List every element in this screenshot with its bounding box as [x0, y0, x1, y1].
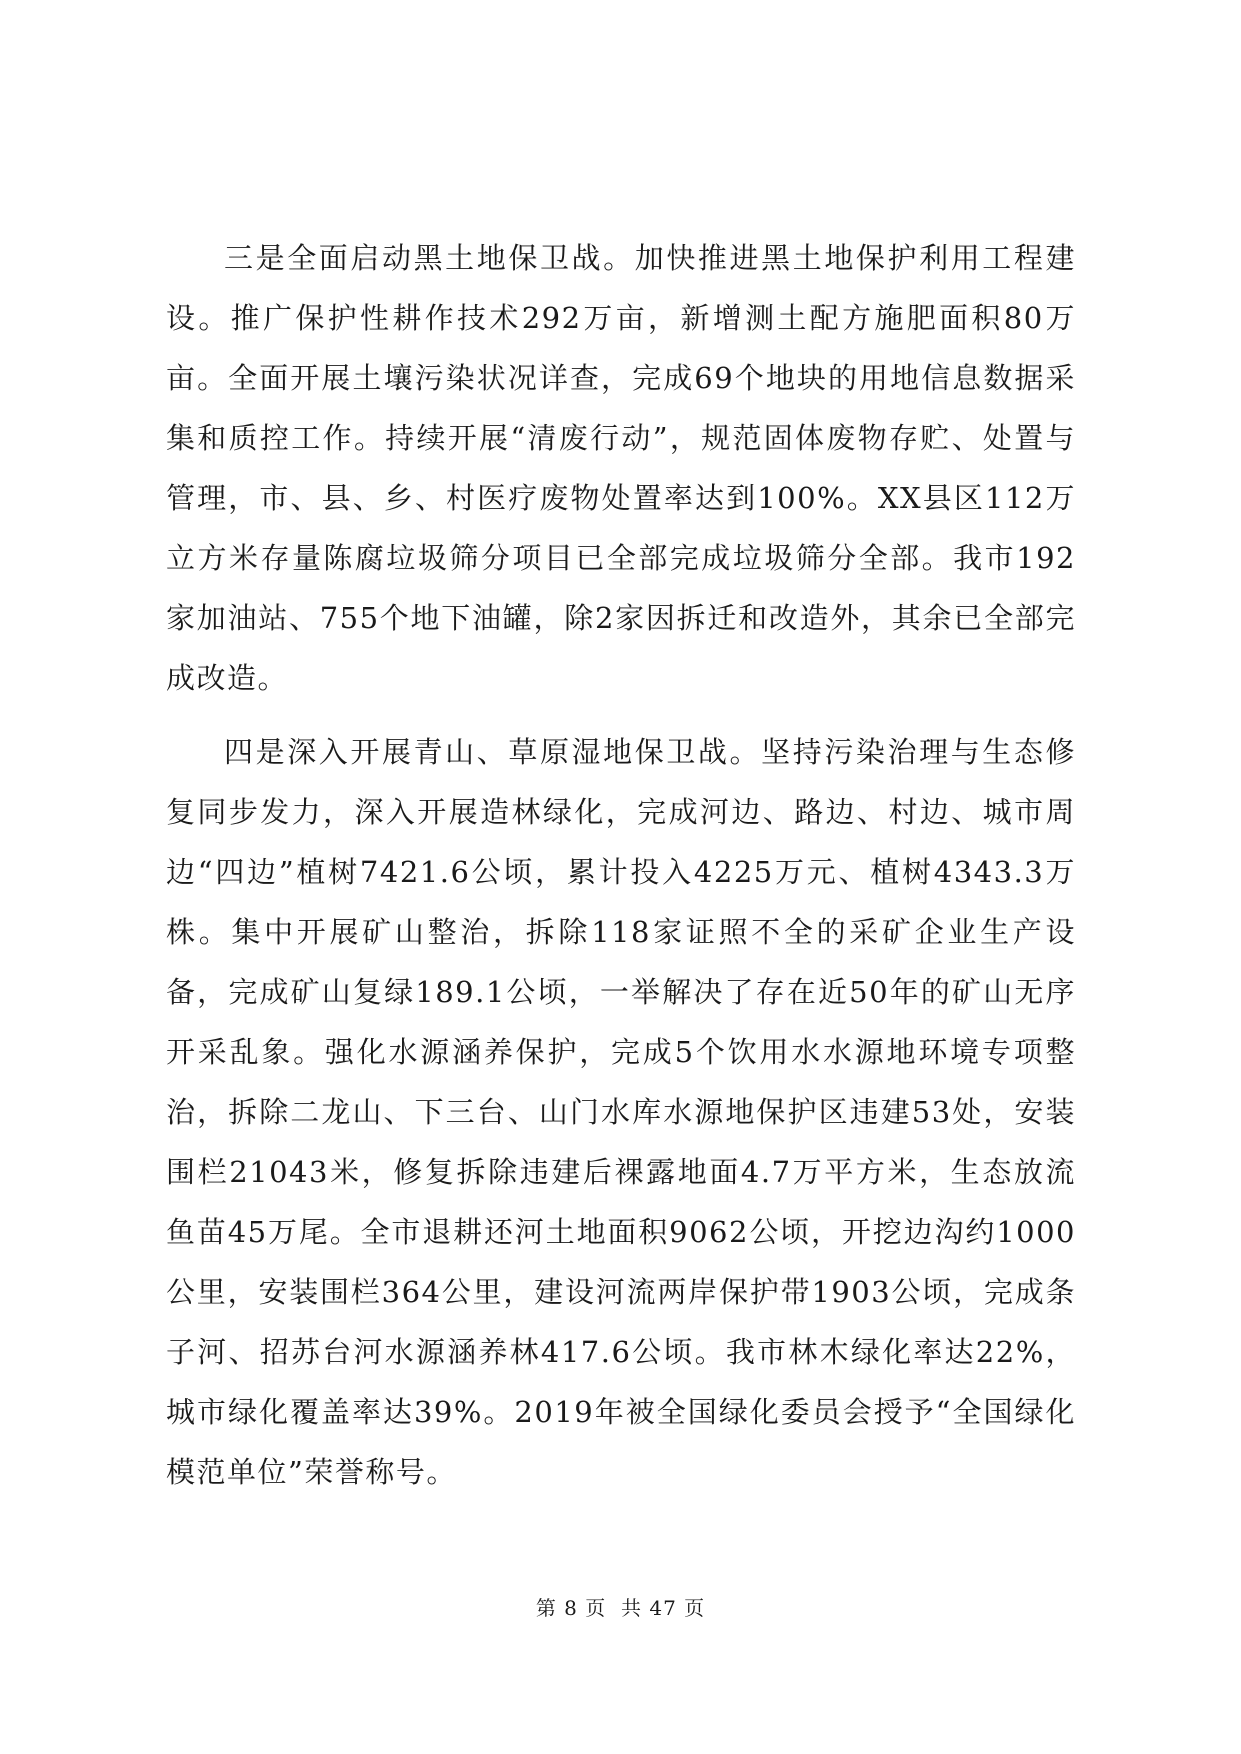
page-footer	[0, 1592, 1241, 1621]
paragraph-green-mountains: 四是深入开展青山、草原湿地保卫战。坚持污染治理与生态修复同步发力，深入开展造林绿化，完成河边、路边、村边、城市周边“四边”植树7421.6公顷，累计投入4225万元、植树4343.3万株。集中开展矿山整治，拆除118家证照不全的采矿企业生产设备，完成矿山复绿189.1公顷，一举解决了存在近50年的矿山无序开采乱象。强化水源涵养保护，完成5个饮用水水源地环境专项整治，拆除二龙山、下三台、山门水库水源地保护区违建53处，安装围栏21043米，修复拆除违建后裸露地面4.7万平方米，生态放流鱼苗45万尾。全市退耕还河土地面积9062公顷，开挖边沟约1000公里，安装围栏364公里，建设河流两岸保护带1903公顷，完成条子河、招苏台河水源涵养林417.6公顷。我市林木绿化率达22%，城市绿化覆盖率达39%。2019年被全国绿化委员会授予“全国绿化模范单位”荣誉称号。	[166, 735, 1076, 1489]
page-number: 第 8 页 共 47 页	[535, 1596, 706, 1620]
document-body	[166, 228, 1076, 1502]
paragraph-black-soil: 三是全面启动黑土地保卫战。加快推进黑土地保护利用工程建设。推广保护性耕作技术292万亩，新增测土配方施肥面积80万亩。全面开展土壤污染状况详查，完成69个地块的用地信息数据采集和质控工作。持续开展“清废行动”，规范固体废物存贮、处置与管理，市、县、乡、村医疗废物处置率达到100%。XX县区112万立方米存量陈腐垃圾筛分项目已全部完成垃圾筛分全部。我市192家加油站、755个地下油罐，除2家因拆迁和改造外，其余已全部完成改造。	[166, 241, 1076, 695]
